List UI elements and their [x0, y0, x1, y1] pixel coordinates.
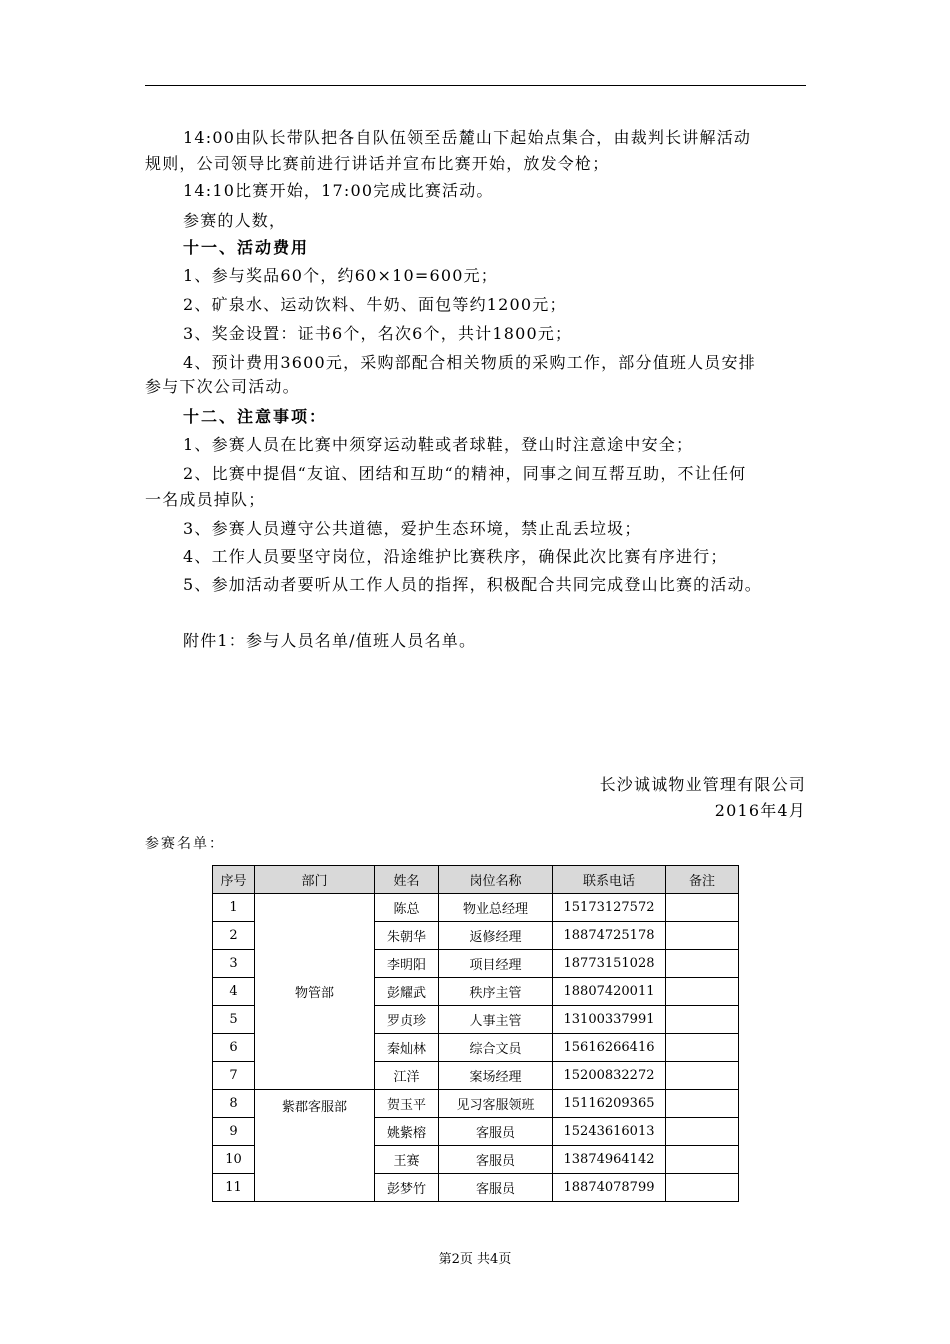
cell-name: 王赛 [375, 1146, 439, 1174]
cell-remark [666, 1118, 739, 1146]
cell-name: 秦灿林 [375, 1034, 439, 1062]
header-name: 姓名 [375, 866, 439, 894]
cell-phone: 13100337991 [553, 1006, 666, 1034]
cell-position: 返修经理 [439, 922, 553, 950]
cell-name: 彭耀武 [375, 978, 439, 1006]
cell-remark [666, 1006, 739, 1034]
header-department: 部门 [255, 866, 375, 894]
section-heading-12: 十二、注意事项： [183, 407, 328, 426]
paragraph-2: 14:10比赛开始，17:00完成比赛活动。 [183, 181, 494, 200]
cell-position: 综合文员 [439, 1034, 553, 1062]
cell-no: 7 [213, 1062, 255, 1090]
cell-phone: 15200832272 [553, 1062, 666, 1090]
cell-position: 项目经理 [439, 950, 553, 978]
cell-name: 江洋 [375, 1062, 439, 1090]
header-remark: 备注 [666, 866, 739, 894]
cell-no: 11 [213, 1174, 255, 1202]
cell-phone: 15116209365 [553, 1090, 666, 1118]
signature-date: 2016年4月 [714, 801, 806, 820]
note-item-2-line-2: 一名成员掉队； [145, 490, 266, 509]
paragraph-3: 参赛的人数， [183, 211, 287, 230]
cost-item-4-line-1: 4、预计费用3600元，采购部配合相关物质的采购工作，部分值班人员安排 [183, 353, 756, 372]
cell-position: 客服员 [439, 1146, 553, 1174]
cell-remark [666, 950, 739, 978]
cell-name: 罗贞珍 [375, 1006, 439, 1034]
cost-item-1: 1、参与奖品60个，约60×10=600元； [183, 266, 499, 285]
cell-phone: 15173127572 [553, 894, 666, 922]
cell-phone: 15616266416 [553, 1034, 666, 1062]
cell-name: 李明阳 [375, 950, 439, 978]
attachment-note: 附件1：参与人员名单/值班人员名单。 [183, 631, 477, 650]
cell-position: 客服员 [439, 1174, 553, 1202]
cell-name: 彭梦竹 [375, 1174, 439, 1202]
cell-name: 贺玉平 [375, 1090, 439, 1118]
cell-remark [666, 894, 739, 922]
cell-remark [666, 978, 739, 1006]
note-item-2-line-1: 2、比赛中提倡“友谊、团结和互助“的精神，同事之间互帮互助，不让任何 [183, 464, 747, 483]
cell-position: 人事主管 [439, 1006, 553, 1034]
cell-phone: 15243616013 [553, 1118, 666, 1146]
note-item-4: 4、工作人员要坚守岗位，沿途维护比赛秩序，确保此次比赛有序进行； [183, 547, 728, 566]
note-item-1: 1、参赛人员在比赛中须穿运动鞋或者球鞋，登山时注意途中安全； [183, 435, 694, 454]
cell-no: 1 [213, 894, 255, 922]
cell-name: 姚紫榕 [375, 1118, 439, 1146]
cell-position: 案场经理 [439, 1062, 553, 1090]
cost-item-3: 3、奖金设置：证书6个，名次6个，共计1800元； [183, 324, 573, 343]
cell-no: 10 [213, 1146, 255, 1174]
cell-remark [666, 1034, 739, 1062]
cell-remark [666, 1062, 739, 1090]
cell-department-zijun: 紫郡客服部 [255, 1090, 375, 1202]
page-footer: 第2页 共4页 [438, 1252, 512, 1267]
header-no: 序号 [213, 866, 255, 894]
table-row [213, 1090, 739, 1118]
cell-position: 秩序主管 [439, 978, 553, 1006]
cell-remark [666, 1090, 739, 1118]
paragraph-1-line-2: 规则，公司领导比赛前进行讲话并宣布比赛开始，放发令枪； [145, 154, 610, 173]
section-heading-11: 十一、活动费用 [183, 238, 310, 257]
cost-item-4-line-2: 参与下次公司活动。 [145, 377, 300, 396]
roster-label: 参赛名单： [145, 836, 225, 852]
cell-phone: 18874078799 [553, 1174, 666, 1202]
cell-no: 5 [213, 1006, 255, 1034]
cost-item-2: 2、矿泉水、运动饮料、牛奶、面包等约1200元； [183, 295, 567, 314]
cell-phone: 13874964142 [553, 1146, 666, 1174]
cell-phone: 18874725178 [553, 922, 666, 950]
note-item-3: 3、参赛人员遵守公共道德，爱护生态环境，禁止乱丢垃圾； [183, 519, 642, 538]
paragraph-1-line-1: 14:00由队长带队把各自队伍领至岳麓山下起始点集合，由裁判长讲解活动 [183, 128, 752, 147]
cell-remark [666, 1146, 739, 1174]
cell-no: 2 [213, 922, 255, 950]
cell-position: 物业总经理 [439, 894, 553, 922]
cell-no: 9 [213, 1118, 255, 1146]
roster-header-row [213, 866, 739, 894]
cell-position: 客服员 [439, 1118, 553, 1146]
note-item-5: 5、参加活动者要听从工作人员的指挥，积极配合共同完成登山比赛的活动。 [183, 575, 762, 594]
cell-position: 见习客服领班 [439, 1090, 553, 1118]
table-row [213, 894, 739, 922]
cell-phone: 18807420011 [553, 978, 666, 1006]
cell-phone: 18773151028 [553, 950, 666, 978]
cell-remark [666, 922, 739, 950]
cell-no: 3 [213, 950, 255, 978]
roster-table [212, 865, 739, 1202]
header-rule [145, 85, 806, 86]
company-name: 长沙诚诚物业管理有限公司 [599, 775, 806, 794]
cell-no: 8 [213, 1090, 255, 1118]
cell-name: 朱朝华 [375, 922, 439, 950]
header-position: 岗位名称 [439, 866, 553, 894]
cell-name: 陈总 [375, 894, 439, 922]
cell-no: 6 [213, 1034, 255, 1062]
cell-department-wuguan: 物管部 [255, 894, 375, 1090]
cell-no: 4 [213, 978, 255, 1006]
cell-remark [666, 1174, 739, 1202]
header-phone: 联系电话 [553, 866, 666, 894]
